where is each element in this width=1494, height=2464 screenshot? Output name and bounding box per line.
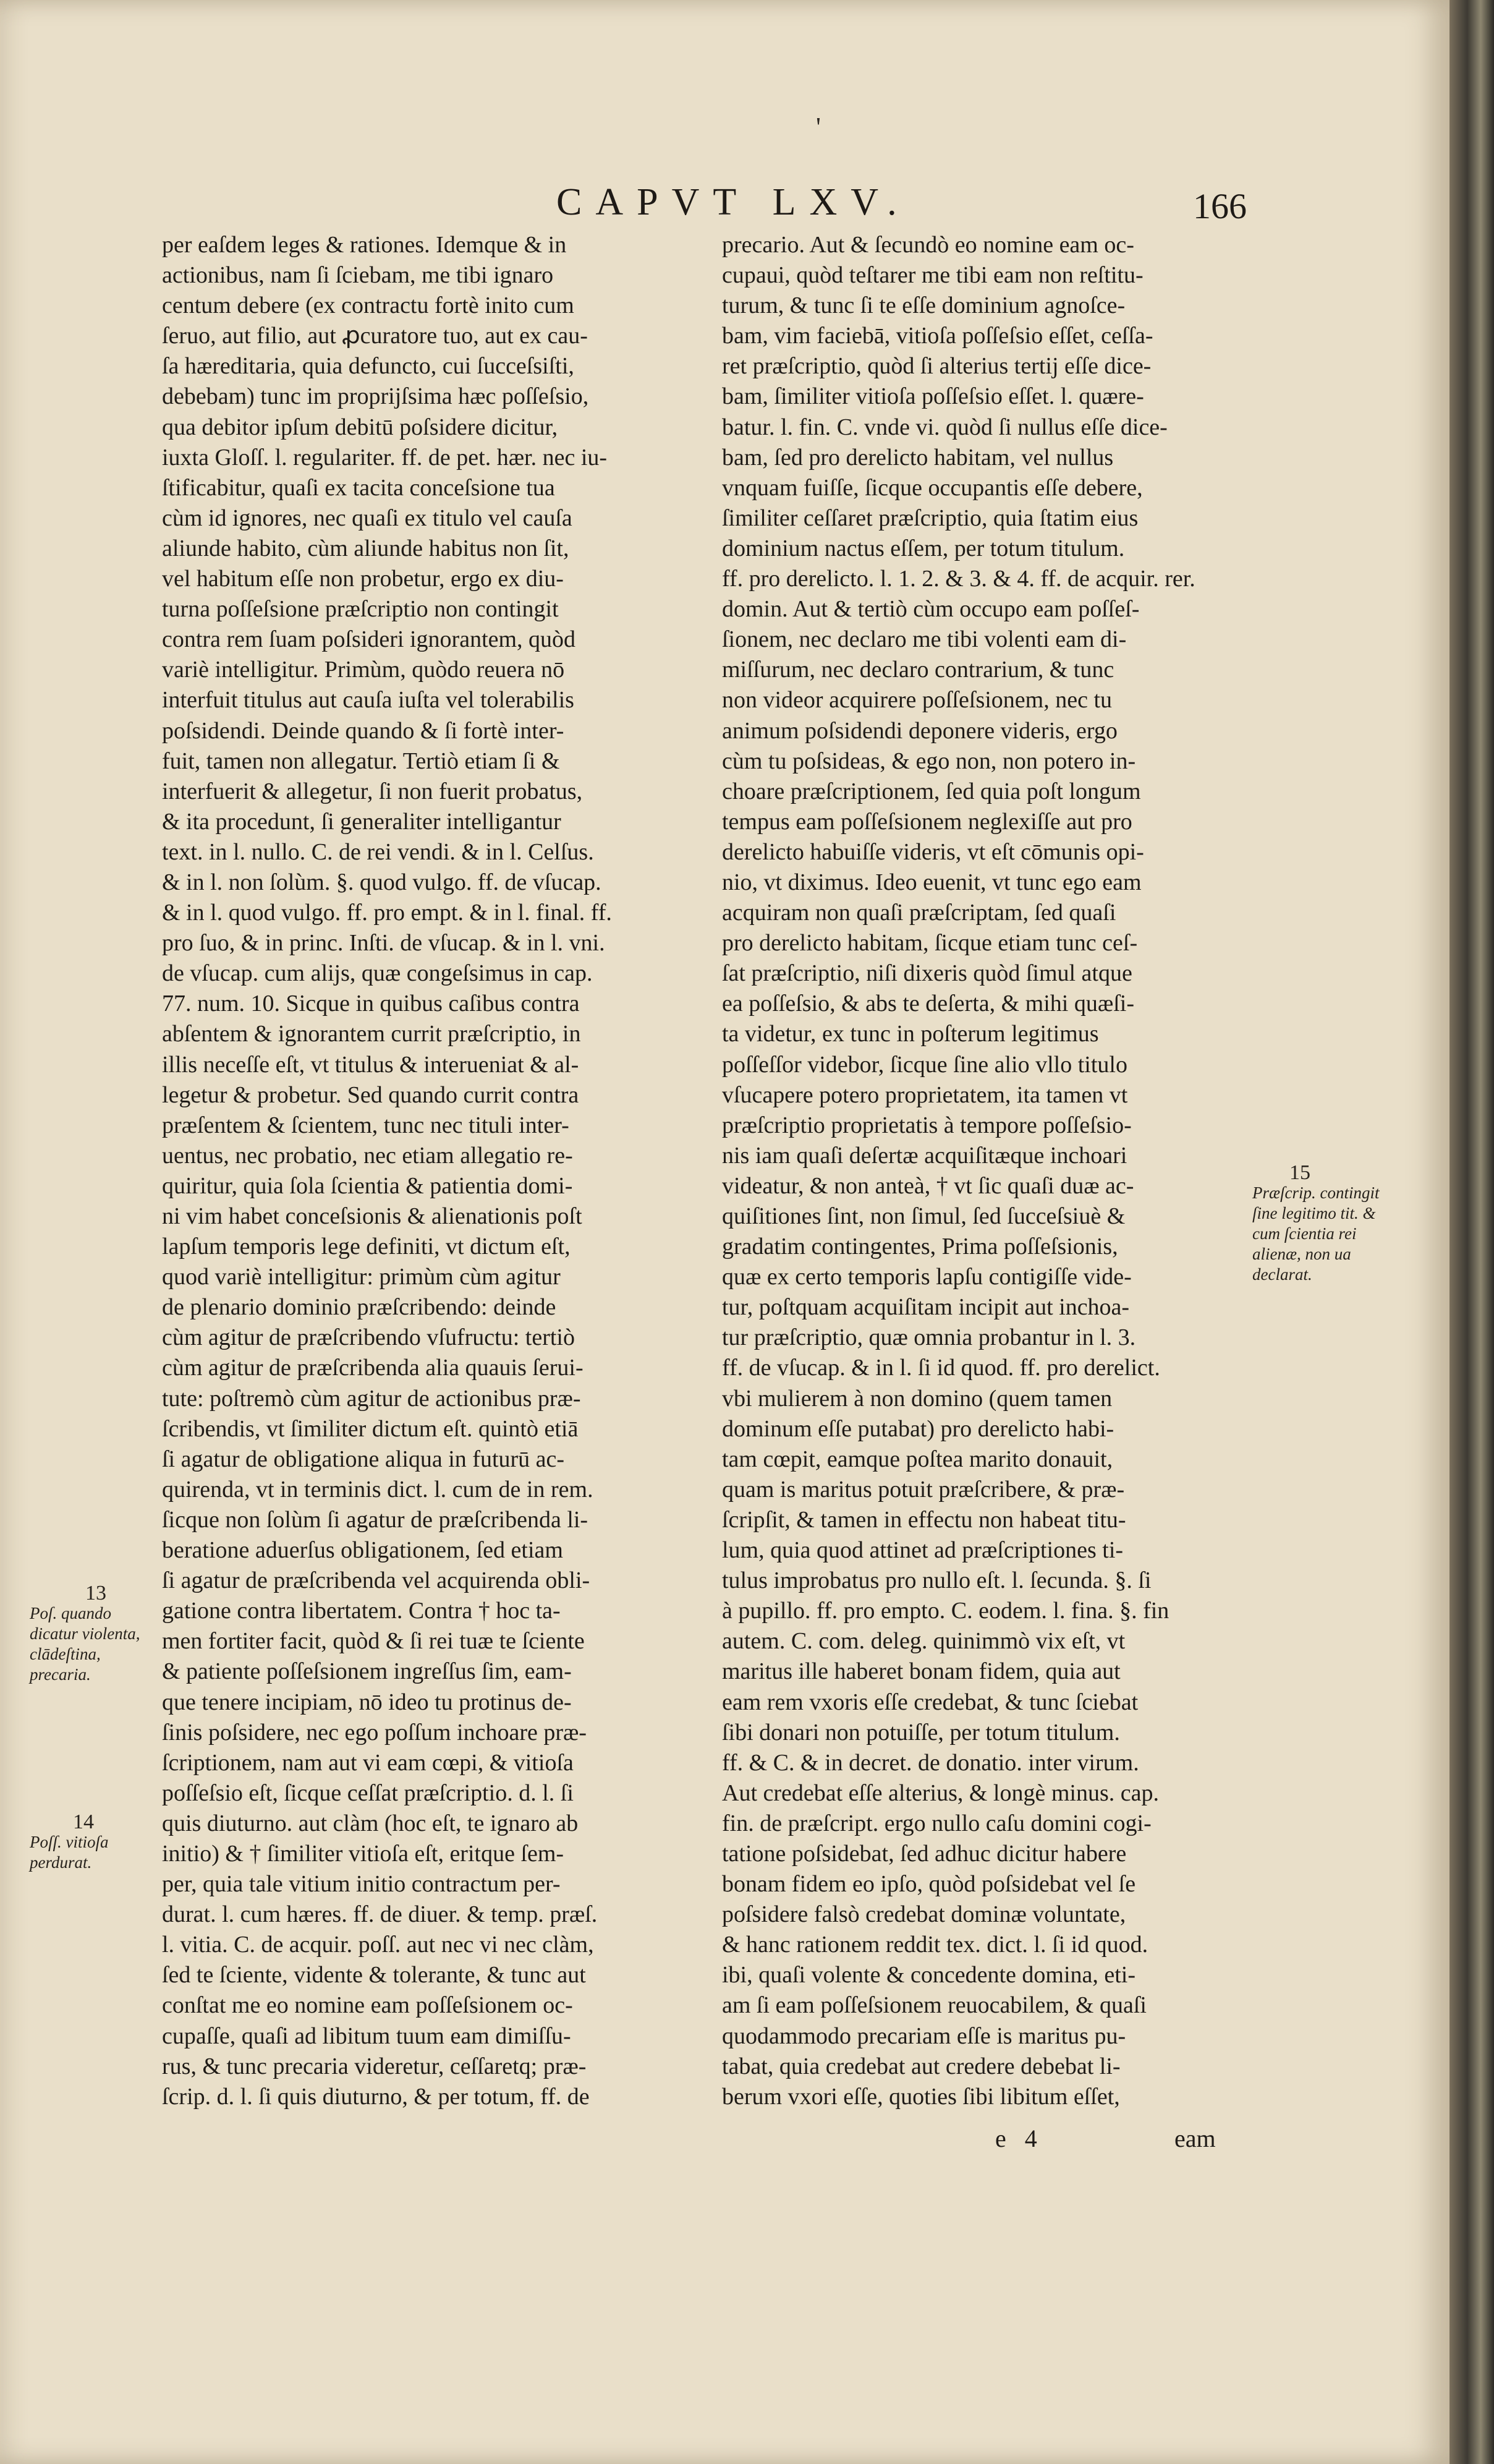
text-line: per eaſdem leges & rationes. Idemque & in (162, 232, 567, 258)
text-line: aliunde habito, cùm aliunde habitus non ſit, (162, 535, 569, 561)
text-line: ſa hæreditaria, quia defuncto, cui ſucceſsiſti, (162, 353, 574, 380)
text-line: animum poſsidendi deponere videris, ergo (722, 717, 1118, 744)
text-line: men fortiter facit, quòd & ſi rei tuæ te ſciente (162, 1628, 585, 1655)
text-line: berum vxori eſſe, quoties ſibi libitum eſſet, (722, 2083, 1120, 2110)
text-line: per, quia tale vitium initio contractum per- (162, 1871, 561, 1898)
text-line: quodammodo precariam eſſe is maritus pu- (722, 2023, 1126, 2049)
text-line: text. in l. nullo. C. de rei vendi. & in l. Celſus. (162, 838, 594, 865)
text-line: gatione contra libertatem. Contra † hoc ta- (162, 1598, 561, 1624)
text-line: vnquam fuiſſe, ſicque occupantis eſſe debere, (722, 474, 1143, 501)
text-line: batur. l. fin. C. vnde vi. quòd ſi nullus eſſe dice- (722, 414, 1168, 440)
text-line: domin. Aut & tertiò cùm occupo eam poſſeſ- (722, 596, 1140, 623)
text-line: cupaſſe, quaſi ad libitum tuum eam dimiſſu- (162, 2023, 571, 2049)
text-line: de plenario dominio præſcribendo: deinde (162, 1294, 556, 1321)
text-line: & ita procedunt, ſi generaliter intelligantur (162, 808, 561, 835)
text-line: debebam) tunc im proprijſsima hæc poſſeſsio, (162, 383, 589, 410)
text-line: & hanc rationem reddit tex. dict. l. ſi id quod. (722, 1932, 1148, 1958)
text-line: ſimiliter ceſſaret præſcriptio, quia ſtatim eius (722, 505, 1139, 531)
text-line: turna poſſeſsione præſcriptio non contingit (162, 596, 559, 623)
text-line: variè intelligitur. Primùm, quòdo reuera nō (162, 657, 565, 683)
text-line: ea poſſeſsio, & abs te deſerta, & mihi quæſi- (722, 991, 1134, 1017)
text-line: ſi agatur de obligatione aliqua in futurū ac- (162, 1446, 565, 1472)
text-line: quirenda, vt in terminis dict. l. cum de in rem. (162, 1476, 593, 1503)
text-line: bonam fidem eo ipſo, quòd poſsidebat vel ſe (722, 1871, 1136, 1898)
marginal-note-text: Præſcrip. contingit ſine legitimo tit. & cum ſcientia rei alienæ, non ua declarat. (1252, 1183, 1380, 1284)
running-head: CAPVT LXV. (556, 181, 910, 223)
text-line: lum, quia quod attinet ad præſcriptiones ti- (722, 1537, 1124, 1564)
text-line: poſsidendi. Deinde quando & ſi fortè inter- (162, 717, 564, 744)
text-line: poſſeſſor videbor, ſicque ſine alio vllo titulo (722, 1051, 1127, 1078)
text-line: ſibi donari non potuiſſe, per totum titulum. (722, 1719, 1120, 1746)
text-line: cùm id ignores, nec quaſi ex titulo vel cauſa (162, 505, 572, 531)
text-line: quod variè intelligitur: primùm cùm agitur (162, 1264, 561, 1290)
text-line: ret præſcriptio, quòd ſi alterius tertij eſſe dice- (722, 353, 1152, 380)
text-line: dominum eſſe putabat) pro derelicto habi- (722, 1415, 1114, 1442)
text-line: 77. num. 10. Sicque in quibus caſibus contra (162, 991, 580, 1017)
text-line: ta videtur, ex tunc in poſterum legitimus (722, 1021, 1099, 1047)
text-line: vſucapere potero proprietatem, ita tamen vt (722, 1081, 1128, 1108)
text-line: quiſitiones ſint, non ſimul, ſed ſucceſsiuè & (722, 1203, 1126, 1229)
text-line: qua debitor ipſum debitū poſsidere dicitur, (162, 414, 558, 440)
text-line: contra rem ſuam poſsideri ignorantem, quòd (162, 626, 576, 653)
text-line: ni vim habet conceſsionis & alienationis poſt (162, 1203, 582, 1229)
text-line: beratione aduerſus obligationem, ſed etiam (162, 1537, 563, 1564)
text-line: dominium nactus eſſem, per totum titulum. (722, 535, 1125, 561)
text-line: cùm tu poſsideas, & ego non, non potero in- (722, 748, 1136, 774)
text-line: iuxta Gloſſ. l. regulariter. ff. de pet. hær. nec iu- (162, 444, 608, 471)
text-line: tur præſcriptio, quæ omnia probantur in l. 3. (722, 1324, 1136, 1351)
text-line: ſcribendis, vt ſimiliter dictum eſt. quintò etiā (162, 1415, 579, 1442)
text-line: ſcrip. d. l. ſi quis diuturno, & per totum, ff. de (162, 2083, 590, 2110)
text-line: ſicque non ſolùm ſi agatur de præſcribenda li- (162, 1506, 588, 1533)
page-number: 166 (1193, 186, 1247, 226)
text-line: actionibus, nam ſi ſciebam, me tibi ignaro (162, 262, 554, 289)
text-line: poſſeſsio eſt, ſicque ceſſat præſcriptio. d. l. ſi (162, 1780, 574, 1806)
text-line: & in l. quod vulgo. ff. pro empt. & in l. final. ff. (162, 900, 612, 926)
text-line: tam cœpit, eamque poſtea marito donauit, (722, 1446, 1113, 1472)
text-line: ſat præſcriptio, niſi dixeris quòd ſimul atque (722, 960, 1132, 987)
text-line: interfuerit & allegetur, ſi non fuerit probatus, (162, 778, 583, 804)
text-line: acquiram non quaſi præſcriptam, ſed quaſi (722, 900, 1116, 926)
text-line: nio, vt diximus. Ideo euenit, vt tunc ego eam (722, 869, 1142, 895)
marginal-note-14 (30, 1812, 147, 1873)
text-line: ſi agatur de præſcribenda vel acquirenda obli- (162, 1567, 590, 1594)
text-line: ſcriptionem, nam aut vi eam cœpi, & vitioſa (162, 1749, 574, 1776)
text-line: ff. & C. & in decret. de donatio. inter virum. (722, 1749, 1139, 1776)
marginal-note-number: 13 (85, 1582, 106, 1605)
text-line: illis neceſſe eſt, vt titulus & interueniat & al- (162, 1051, 579, 1078)
text-line: legetur & probetur. Sed quando currit contra (162, 1081, 579, 1108)
text-line: ibi, quaſi volente & concedente domina, eti- (722, 1962, 1136, 1989)
text-line: de vſucap. cum alijs, quæ congeſsimus in cap. (162, 960, 593, 987)
text-line: præſcriptio proprietatis à tempore poſſeſsio- (722, 1112, 1132, 1138)
text-line: pro derelicto habitam, ſicque etiam tunc ceſ- (722, 930, 1138, 957)
text-line: & patiente poſſeſsionem ingreſſus ſim, eam- (162, 1658, 572, 1685)
text-line: & in l. non ſolùm. §. quod vulgo. ff. de vſucap. (162, 869, 601, 895)
right-text-column (722, 230, 1246, 2112)
text-line: poſsidere falsò credebat dominæ voluntate, (722, 1901, 1126, 1928)
marginal-note-number: 14 (73, 1810, 94, 1833)
text-line: quam is maritus potuit præſcribere, & præ- (722, 1476, 1125, 1503)
text-line: pro ſuo, & in princ. Inſti. de vſucap. & in l. vni. (162, 930, 605, 957)
text-line: que tenere incipiam, nō ideo tu protinus de- (162, 1689, 572, 1715)
text-line: durat. l. cum hæres. ff. de diuer. & temp. præſ. (162, 1901, 598, 1928)
text-line: fin. de præſcript. ergo nullo caſu domini cogi- (722, 1810, 1152, 1836)
text-line: cupaui, quòd teſtarer me tibi eam non reſtitu- (722, 262, 1144, 289)
text-line: fuit, tamen non allegatur. Tertiò etiam ſi & (162, 748, 560, 774)
signature-mark: e 4 (995, 2125, 1043, 2152)
text-line: abſentem & ignorantem currit præſcriptio, in (162, 1021, 581, 1047)
text-line: cùm agitur de præſcribenda alia quauis ſerui- (162, 1355, 584, 1381)
text-line: bam, vim faciebā, vitioſa poſſeſsio eſſet, ceſſa- (722, 323, 1153, 349)
text-line: ſtificabitur, quaſi ex tacita conceſsione tua (162, 474, 555, 501)
text-line: gradatim contingentes, Prima poſſeſsionis, (722, 1234, 1118, 1260)
left-text-column (162, 230, 706, 2112)
text-line: ſinis poſsidere, nec ego poſſum inchoare præ- (162, 1719, 587, 1746)
text-line: ſeruo, aut filio, aut ꝓcuratore tuo, aut ex cau- (162, 323, 588, 349)
text-line: tulus improbatus pro nullo eſt. l. ſecunda. §. ſi (722, 1567, 1152, 1594)
marginal-note-number: 15 (1289, 1161, 1310, 1184)
text-line: maritus ille haberet bonam fidem, quia aut (722, 1658, 1121, 1685)
text-line: ſed te ſciente, vidente & tolerante, & tunc aut (162, 1962, 586, 1989)
text-line: autem. C. com. deleg. quinimmò vix eſt, vt (722, 1628, 1126, 1655)
text-line: ff. de vſucap. & in l. ſi id quod. ff. pro derelict. (722, 1355, 1160, 1381)
text-line: rus, & tunc precaria videretur, ceſſaretq; præ- (162, 2053, 587, 2079)
marginal-note-text: Poſſ. vitioſa perdurat. (30, 1833, 109, 1872)
top-mark: ' (816, 112, 821, 142)
page-edge (1449, 0, 1494, 2464)
text-line: bam, ſimiliter vitioſa poſſeſsio eſſet. l. quære- (722, 383, 1144, 410)
text-line: quiritur, quia ſola ſcientia & patientia domi- (162, 1172, 573, 1199)
catchword: eam (1174, 2125, 1216, 2152)
text-line: quis diuturno. aut clàm (hoc eſt, te ignaro ab (162, 1810, 579, 1836)
text-line: vbi mulierem à non domino (quem tamen (722, 1385, 1113, 1412)
text-line: initio) & † ſimiliter vitioſa eſt, eritque ſem- (162, 1840, 564, 1867)
text-line: non videor acquirere poſſeſsionem, nec tu (722, 687, 1113, 714)
text-line: ff. pro derelicto. l. 1. 2. & 3. & 4. ff. de acquir. rer. (722, 566, 1195, 592)
text-line: uentus, nec probatio, nec etiam allegatio re- (162, 1142, 573, 1169)
text-line: precario. Aut & ſecundò eo nomine eam oc- (722, 232, 1134, 258)
text-line: ſionem, nec declaro me tibi volenti eam di- (722, 626, 1127, 653)
text-line: tabat, quia credebat aut credere debebat li- (722, 2053, 1121, 2079)
text-line: derelicto habuiſſe videris, vt eſt cōmunis opi- (722, 838, 1144, 865)
text-line: Aut credebat eſſe alterius, & longè minus. cap. (722, 1780, 1159, 1806)
marginal-note-text: Poſ. quando dicatur violenta, clādeſtina, precaria. (30, 1604, 140, 1684)
marginal-note-13 (30, 1583, 147, 1685)
text-line: eam rem vxoris eſſe credebat, & tunc ſciebat (722, 1689, 1139, 1715)
text-line: quæ ex certo temporis lapſu contigiſſe vide- (722, 1264, 1132, 1290)
text-line: lapſum temporis lege definiti, vt dictum eſt, (162, 1234, 571, 1260)
text-line: choare præſcriptionem, ſed quia poſt longum (722, 778, 1141, 804)
text-line: videatur, & non anteà, † vt ſic quaſi duæ ac- (722, 1172, 1134, 1199)
text-line: interfuit titulus aut cauſa iuſta vel tolerabilis (162, 687, 574, 714)
text-line: tute: poſtremò cùm agitur de actionibus præ- (162, 1385, 581, 1412)
text-line: vel habitum eſſe non probetur, ergo ex diu- (162, 566, 564, 592)
text-line: nis iam quaſi deſertæ acquiſitæque inchoari (722, 1142, 1127, 1169)
text-line: miſſurum, nec declaro contrarium, & tunc (722, 657, 1114, 683)
text-line: centum debere (ex contractu fortè inito cum (162, 292, 574, 319)
text-line: conſtat me eo nomine eam poſſeſsionem oc- (162, 1992, 573, 2019)
text-line: turum, & tunc ſi te eſſe dominium agnoſce- (722, 292, 1126, 319)
text-line: cùm agitur de præſcribendo vſufructu: tertiò (162, 1324, 575, 1351)
marginal-note-15 (1252, 1162, 1388, 1285)
text-line: bam, ſed pro derelicto habitam, vel nullus (722, 444, 1114, 471)
text-line: tempus eam poſſeſsionem neglexiſſe aut pro (722, 808, 1132, 835)
text-line: tatione poſsidebat, ſed adhuc dicitur habere (722, 1840, 1127, 1867)
text-line: ſcripſit, & tamen in effectu non habeat titu- (722, 1506, 1126, 1533)
text-line: am ſi eam poſſeſsionem reuocabilem, & quaſi (722, 1992, 1147, 2019)
text-line: præſentem & ſcientem, tunc nec tituli inter- (162, 1112, 569, 1138)
text-line: tur, poſtquam acquiſitam incipit aut inchoa- (722, 1294, 1130, 1321)
text-line: l. vitia. C. de acquir. poſſ. aut nec vi nec clàm, (162, 1932, 594, 1958)
text-line: à pupillo. ff. pro empto. C. eodem. l. fina. §. fin (722, 1598, 1169, 1624)
